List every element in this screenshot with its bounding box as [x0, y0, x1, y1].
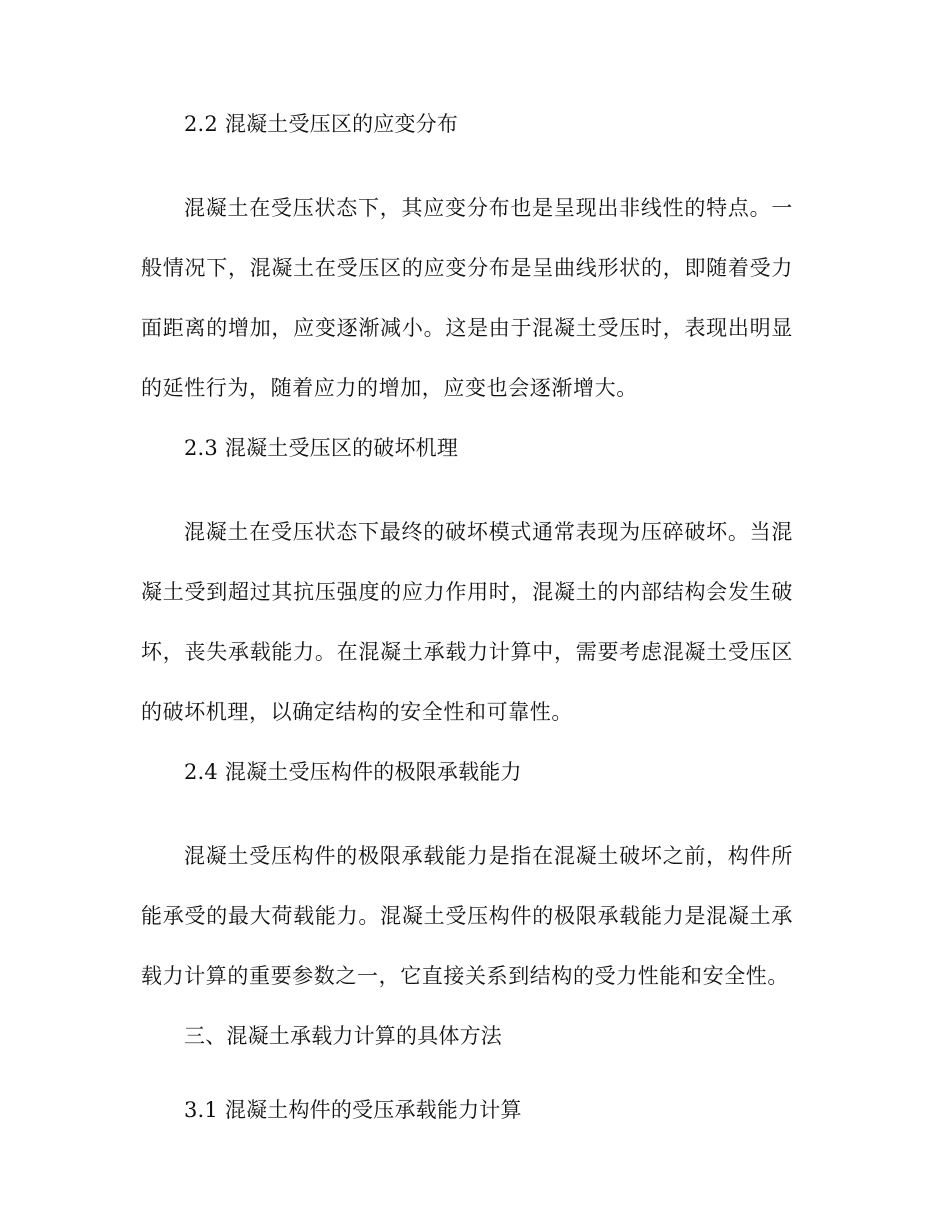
- section-paragraph-2-2: 混凝土在受压状态下，其应变分布也是呈现出非线性的特点。一般情况下，混凝土在受压区的应变分布是呈曲线形状的，即随着受力面距离的增加，应变逐渐减小。这是由于混凝土受压时，表现出明显的延性行为，随着应力的增加，应变也会逐渐增大。: [141, 196, 793, 400]
- document-body: [141, 104, 793, 1130]
- spacer: [141, 468, 793, 502]
- spacer: [141, 144, 793, 178]
- section-paragraph-2-3: 混凝土在受压状态下最终的破坏模式通常表现为压碎破坏。当混凝土受到超过其抗压强度的应力作用时，混凝土的内部结构会发生破坏，丧失承载能力。在混凝土承载力计算中，需要考虑混凝土受压区的破坏机理，以确定结构的安全性和可靠性。: [141, 520, 793, 724]
- spacer: [141, 792, 793, 826]
- section-heading-2-4: 2.4 混凝土受压构件的极限承载能力: [184, 760, 522, 784]
- section-paragraph-2-4: 混凝土受压构件的极限承载能力是指在混凝土破坏之前，构件所能承受的最大荷载能力。混凝土受压构件的极限承载能力是混凝土承载力计算的重要参数之一，它直接关系到结构的受力性能和安全性。: [141, 844, 793, 988]
- section-heading-2-2: 2.2 混凝土受压区的应变分布: [184, 112, 459, 136]
- spacer: [141, 1006, 793, 1016]
- spacer: [141, 742, 793, 752]
- chapter-heading: 三、混凝土承载力计算的具体方法: [184, 1024, 502, 1048]
- section-heading-2-3: 2.3 混凝土受压区的破坏机理: [184, 436, 459, 460]
- spacer: [141, 1056, 793, 1090]
- spacer: [141, 418, 793, 428]
- subsection-heading-3-1: 3.1 混凝土构件的受压承载能力计算: [184, 1098, 522, 1122]
